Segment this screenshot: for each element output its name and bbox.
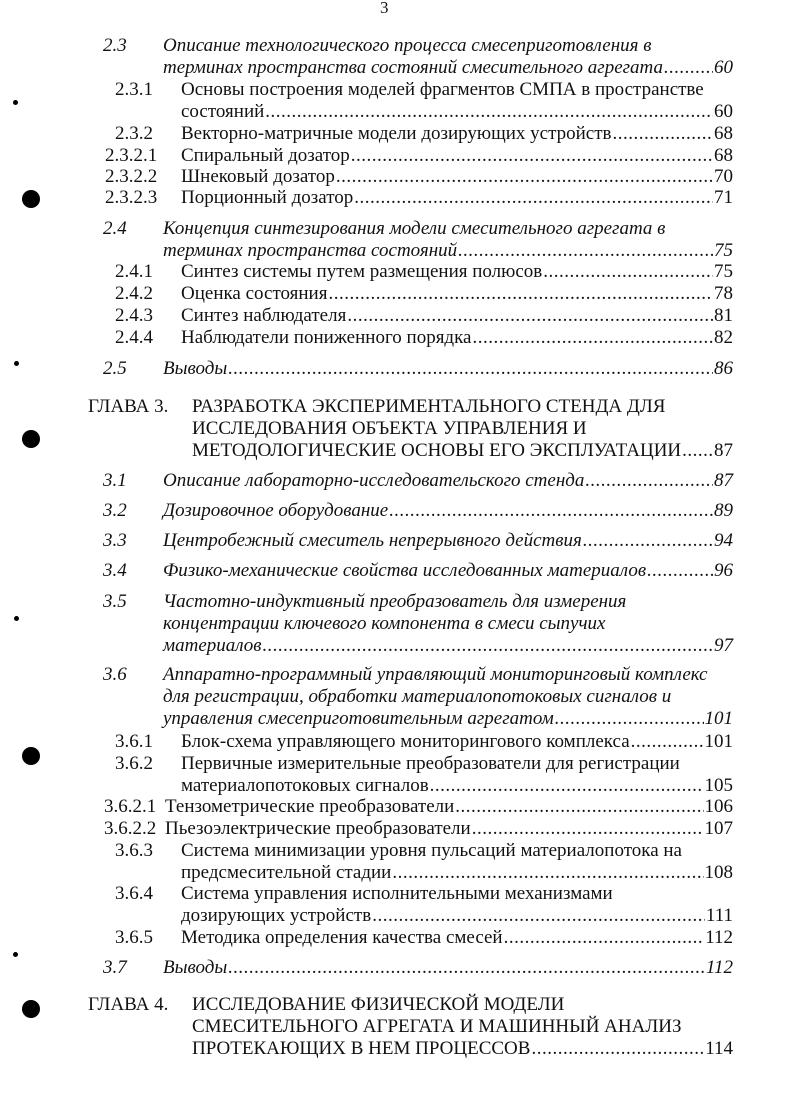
toc-entry-number: 2.3.2.1 (105, 145, 158, 166)
toc-entry-line[interactable] (181, 775, 733, 797)
toc-entry-page: 75 (714, 261, 733, 282)
toc-entry-title: СМЕСИТЕЛЬНОГО АГРЕГАТА И МАШИННЫЙ АНАЛИЗ (192, 1016, 682, 1037)
toc-entry-line[interactable] (181, 166, 733, 188)
toc-entry-title: Физико-механические свойства исследованных материалов (163, 560, 647, 581)
toc-entry-number: 3.6.5 (115, 927, 153, 948)
toc-entry-number: 3.1 (103, 470, 127, 491)
dot-leader (336, 166, 713, 188)
toc-entry-line[interactable] (163, 591, 626, 613)
toc-entry-page: 70 (714, 166, 733, 187)
toc-entry-line[interactable] (192, 1038, 733, 1060)
toc-entry-title: предсмесительной стадии (181, 862, 392, 883)
toc-entry-line[interactable] (192, 418, 587, 440)
dot-leader (354, 187, 713, 209)
toc-entry-title: Система минимизации уровня пульсаций материалопотока на (181, 840, 682, 861)
toc-entry-title: Описание технологического процесса смесеприготовления в (163, 35, 652, 56)
toc-entry-title: Синтез наблюдателя (181, 305, 347, 326)
toc-entry-number: 3.6.4 (115, 883, 153, 904)
toc-entry-line[interactable] (163, 530, 733, 552)
binder-hole-mark (14, 616, 19, 621)
toc-entry-line[interactable] (181, 840, 682, 862)
toc-entry-title: Блок-схема управляющего мониторингового комплекса (181, 731, 630, 752)
toc-entry-number: 2.4.3 (115, 305, 153, 326)
toc-entry-number: 3.4 (103, 560, 127, 581)
toc-entry-line[interactable] (181, 101, 733, 123)
toc-entry-title: Наблюдатели пониженного порядка (181, 327, 472, 348)
toc-entry-number: 3.3 (103, 530, 127, 551)
dot-leader (458, 240, 713, 262)
toc-entry-line[interactable] (163, 957, 733, 979)
toc-entry-title: ПРОТЕКАЮЩИХ В НЕМ ПРОЦЕССОВ (192, 1038, 531, 1059)
toc-entry-number: ГЛАВА 3. (88, 396, 169, 417)
binder-hole-mark (22, 747, 40, 765)
dot-leader (543, 261, 713, 283)
toc-entry-title: Аппаратно-программный управляющий мониторинговый комплекс (163, 664, 708, 685)
toc-entry-title: Описание лабораторно-исследовательского стенда (163, 470, 585, 491)
toc-entry-page: 82 (714, 327, 733, 348)
toc-entry-number: 2.3 (103, 35, 127, 56)
toc-entry-number: 3.6.2.1 (104, 796, 157, 817)
toc-entry-title: Система управления исполнительными механизмами (181, 883, 613, 904)
toc-entry-number: 2.5 (103, 358, 127, 379)
toc-entry-line[interactable] (181, 327, 733, 349)
dot-leader (265, 101, 713, 123)
binder-hole-mark (14, 361, 19, 366)
toc-entry-number: ГЛАВА 4. (88, 994, 169, 1015)
toc-entry-number: 3.6.1 (115, 731, 153, 752)
toc-entry-line[interactable] (163, 57, 733, 79)
toc-entry-line[interactable] (181, 927, 733, 949)
binder-hole-mark (13, 100, 18, 105)
toc-entry-number: 3.6.3 (115, 840, 153, 861)
toc-entry-page: 106 (704, 796, 733, 817)
toc-entry-number: 2.4 (103, 218, 127, 239)
toc-entry-page: 96 (714, 560, 733, 581)
toc-entry-page: 87 (714, 440, 733, 461)
toc-entry-page: 114 (705, 1038, 733, 1059)
toc-entry-number: 2.3.2.2 (105, 166, 158, 187)
toc-entry-number: 3.6 (103, 664, 127, 685)
toc-entry-line[interactable] (181, 283, 733, 305)
toc-entry-page: 71 (714, 187, 733, 208)
toc-entry-page: 105 (704, 775, 733, 796)
dot-leader (389, 500, 713, 522)
toc-entry-title: Основы построения моделей фрагментов СМПА в пространстве (181, 79, 704, 100)
toc-entry-line[interactable] (181, 731, 733, 753)
dot-leader (328, 283, 713, 305)
dot-leader (613, 123, 714, 145)
toc-entry-title: ИССЛЕДОВАНИЕ ФИЗИЧЕСКОЙ МОДЕЛИ (192, 994, 565, 1015)
toc-entry-line[interactable] (181, 261, 733, 283)
toc-entry-title: РАЗРАБОТКА ЭКСПЕРИМЕНТАЛЬНОГО СТЕНДА ДЛЯ (192, 396, 666, 417)
toc-entry-line[interactable] (181, 305, 733, 327)
toc-entry-line[interactable] (192, 994, 564, 1016)
binder-hole-mark (22, 1000, 40, 1018)
toc-entry-title: Первичные измерительные преобразователи для регистрации (181, 753, 680, 774)
toc-entry-line[interactable] (163, 35, 651, 57)
dot-leader (228, 957, 705, 979)
toc-entry-title: МЕТОДОЛОГИЧЕСКИЕ ОСНОВЫ ЕГО ЭКСПЛУАТАЦИИ (192, 440, 682, 461)
toc-entry-line[interactable] (192, 396, 665, 418)
page-number: 3 (380, 0, 389, 17)
toc-entry-line[interactable] (181, 905, 733, 927)
dot-leader (472, 818, 704, 840)
toc-entry-title: Шнековый дозатор (181, 166, 335, 187)
toc-entry-line[interactable] (181, 883, 613, 905)
toc-entry-line[interactable] (163, 500, 733, 522)
toc-entry-title: Концепция синтезирования модели смесительного агрегата в (163, 218, 666, 239)
toc-entry-number: 3.6.2.2 (104, 818, 157, 839)
toc-entry-line[interactable] (192, 1016, 681, 1038)
dot-leader (585, 470, 713, 492)
binder-hole-mark (22, 190, 40, 208)
toc-entry-page: 81 (714, 305, 733, 326)
dot-leader (228, 358, 713, 380)
toc-entry-title: Частотно-индуктивный преобразователь для измерения (163, 591, 627, 612)
toc-entry-page: 108 (704, 862, 733, 883)
toc-entry-title: Выводы (163, 957, 228, 978)
toc-entry-number: 2.4.1 (115, 261, 153, 282)
toc-entry-page: 101 (704, 708, 733, 729)
toc-entry-number: 3.7 (103, 957, 127, 978)
toc-entry-line[interactable] (163, 613, 605, 635)
toc-entry-number: 2.4.2 (115, 283, 153, 304)
toc-entry-page: 111 (705, 905, 733, 926)
toc-entry-title: ИССЛЕДОВАНИЯ ОБЪЕКТА УПРАВЛЕНИЯ И (192, 418, 587, 439)
toc-entry-page: 75 (714, 240, 733, 261)
toc-entry-line[interactable] (181, 123, 733, 145)
toc-entry-title: Порционный дозатор (181, 187, 354, 208)
toc-entry-line[interactable] (181, 862, 733, 884)
toc-entry-page: 60 (714, 101, 733, 122)
toc-entry-title: терминах пространства состояний смесительного агрегата (163, 57, 664, 78)
toc-entry-number: 2.3.2.3 (105, 187, 158, 208)
toc-entry-line[interactable] (163, 664, 707, 686)
dot-leader (504, 927, 705, 949)
toc-entry-page: 112 (705, 957, 733, 978)
toc-entry-line[interactable] (163, 708, 733, 730)
toc-entry-title: терминах пространства состояний (163, 240, 458, 261)
dot-leader (347, 305, 713, 327)
toc-entry-title: материалов (163, 635, 262, 656)
dot-leader (263, 635, 713, 657)
toc-entry-number: 3.5 (103, 591, 127, 612)
toc-entry-line[interactable] (165, 818, 733, 840)
toc-entry-number: 2.3.2 (115, 123, 153, 144)
toc-entry-title: Методика определения качества смесей (181, 927, 503, 948)
dot-leader (647, 560, 713, 582)
toc-entry-title: Синтез системы путем размещения полюсов (181, 261, 543, 282)
toc-entry-page: 101 (704, 731, 733, 752)
dot-leader (372, 905, 705, 927)
toc-entry-title: для регистрации, обработки материалопотоковых сигналов и (163, 686, 672, 707)
dot-leader (664, 57, 713, 79)
toc-entry-title: Дозировочное оборудование (163, 500, 389, 521)
toc-entry-page: 87 (714, 470, 733, 491)
dot-leader (531, 1038, 704, 1060)
toc-entry-title: концентрации ключевого компонента в смеси сыпучих (163, 613, 606, 634)
toc-entry-page: 97 (714, 635, 733, 656)
toc-entry-page: 78 (714, 283, 733, 304)
dot-leader (555, 708, 704, 730)
toc-entry-page: 94 (714, 530, 733, 551)
toc-entry-title: Центробежный смеситель непрерывного действия (163, 530, 582, 551)
toc-entry-line[interactable] (192, 440, 733, 462)
toc-entry-line[interactable] (163, 635, 733, 657)
toc-entry-title: Выводы (163, 358, 228, 379)
toc-entry-page: 68 (714, 145, 733, 166)
toc-entry-line[interactable] (163, 218, 665, 240)
dot-leader (682, 440, 713, 462)
toc-entry-line[interactable] (165, 796, 733, 818)
toc-entry-number: 3.6.2 (115, 753, 153, 774)
toc-entry-title: состояний (181, 101, 265, 122)
toc-entry-number: 2.3.1 (115, 79, 153, 100)
toc-entry-page: 60 (714, 57, 733, 78)
toc-entry-page: 86 (714, 358, 733, 379)
toc-entry-line[interactable] (181, 187, 733, 209)
toc-entry-title: Оценка состояния (181, 283, 328, 304)
dot-leader (583, 530, 713, 552)
dot-leader (351, 145, 713, 167)
toc-entry-title: материалопотоковых сигналов (181, 775, 429, 796)
toc-entry-line[interactable] (163, 470, 733, 492)
dot-leader (631, 731, 704, 753)
toc-entry-title: Спиральный дозатор (181, 145, 350, 166)
toc-entry-number: 2.4.4 (115, 327, 153, 348)
toc-entry-title: Векторно-матричные модели дозирующих устройств (181, 123, 612, 144)
binder-hole-mark (22, 430, 40, 448)
toc-entry-page: 89 (714, 500, 733, 521)
dot-leader (392, 862, 703, 884)
toc-entry-title: дозирующих устройств (181, 905, 372, 926)
toc-entry-line[interactable] (181, 145, 733, 167)
toc-entry-line[interactable] (163, 240, 733, 262)
dot-leader (455, 796, 703, 818)
dot-leader (430, 775, 704, 797)
toc-entry-title: Пьезоэлектрические преобразователи (165, 818, 471, 839)
toc-entry-page: 112 (705, 927, 733, 948)
toc-entry-number: 3.2 (103, 500, 127, 521)
toc-entry-line[interactable] (163, 358, 733, 380)
binder-hole-mark (13, 952, 18, 957)
dot-leader (472, 327, 713, 349)
toc-entry-title: Тензометрические преобразователи (165, 796, 455, 817)
toc-entry-title: управления смесеприготовительным агрегатом (163, 708, 554, 729)
toc-entry-line[interactable] (181, 79, 704, 101)
toc-entry-line[interactable] (163, 686, 671, 708)
toc-entry-page: 68 (714, 123, 733, 144)
toc-entry-line[interactable] (181, 753, 680, 775)
toc-entry-page: 107 (704, 818, 733, 839)
toc-entry-line[interactable] (163, 560, 733, 582)
